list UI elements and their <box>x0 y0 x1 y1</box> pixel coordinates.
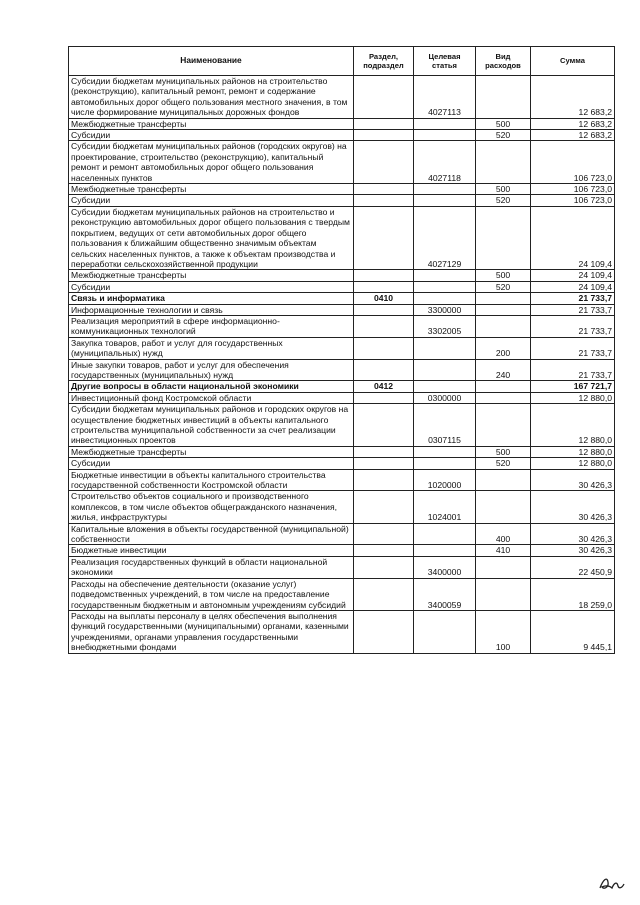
row-celevaya <box>414 446 476 457</box>
row-name: Межбюджетные трансферты <box>69 270 354 281</box>
table-row <box>69 469 615 491</box>
budget-table <box>68 46 615 654</box>
row-vid: 500 <box>476 184 531 195</box>
row-vid: 500 <box>476 270 531 281</box>
row-summa: 21 733,7 <box>531 293 615 304</box>
row-vid: 520 <box>476 195 531 206</box>
table-row <box>69 556 615 578</box>
header-vid: Вид расходов <box>476 47 531 76</box>
row-razdel <box>354 578 414 610</box>
row-summa: 106 723,0 <box>531 195 615 206</box>
table-row <box>69 281 615 292</box>
row-celevaya: 0307115 <box>414 404 476 447</box>
row-summa: 30 426,3 <box>531 523 615 545</box>
row-vid <box>476 392 531 403</box>
row-razdel <box>354 556 414 578</box>
row-vid: 240 <box>476 359 531 381</box>
row-summa: 106 723,0 <box>531 141 615 184</box>
row-name: Субсидии <box>69 458 354 469</box>
row-name: Субсидии <box>69 130 354 141</box>
row-celevaya <box>414 130 476 141</box>
row-razdel <box>354 206 414 269</box>
row-razdel <box>354 458 414 469</box>
row-vid <box>476 304 531 315</box>
row-name: Реализация мероприятий в сфере информационно-коммуникационных технологий <box>69 315 354 337</box>
table-row <box>69 458 615 469</box>
table-row <box>69 304 615 315</box>
row-razdel <box>354 523 414 545</box>
row-celevaya: 1024001 <box>414 491 476 523</box>
row-name: Связь и информатика <box>69 293 354 304</box>
row-name: Субсидии бюджетам муниципальных районов на строительство и реконструкцию автомобильных дорог общего пользования с твердым покрытием, ведущих от сети автомобильных дорог общего пользования к ближайшим общественно значимым объектам сельских населенных пунктов, а также к объектам производства и переработки сельскохозяйственной продукции <box>69 206 354 269</box>
row-vid: 100 <box>476 610 531 653</box>
row-summa: 30 426,3 <box>531 545 615 556</box>
row-name: Межбюджетные трансферты <box>69 446 354 457</box>
row-celevaya <box>414 458 476 469</box>
row-razdel <box>354 118 414 129</box>
row-celevaya: 4027129 <box>414 206 476 269</box>
row-name: Другие вопросы в области национальной экономики <box>69 381 354 392</box>
row-vid <box>476 404 531 447</box>
row-name: Субсидии <box>69 195 354 206</box>
row-summa: 12 683,2 <box>531 118 615 129</box>
row-name: Реализация государственных функций в области национальной экономики <box>69 556 354 578</box>
table-row <box>69 446 615 457</box>
row-vid: 500 <box>476 118 531 129</box>
row-summa: 24 109,4 <box>531 270 615 281</box>
row-razdel <box>354 491 414 523</box>
row-celevaya <box>414 545 476 556</box>
table-row <box>69 118 615 129</box>
header-razdel: Раздел, подраздел <box>354 47 414 76</box>
row-celevaya <box>414 523 476 545</box>
row-name: Инвестиционный фонд Костромской области <box>69 392 354 403</box>
row-razdel <box>354 141 414 184</box>
row-vid: 520 <box>476 458 531 469</box>
row-razdel <box>354 392 414 403</box>
row-razdel <box>354 184 414 195</box>
row-vid <box>476 491 531 523</box>
row-vid: 200 <box>476 337 531 359</box>
row-name: Информационные технологии и связь <box>69 304 354 315</box>
table-row <box>69 381 615 392</box>
handwritten-signature <box>598 872 626 894</box>
row-summa: 12 683,2 <box>531 130 615 141</box>
row-summa: 12 880,0 <box>531 446 615 457</box>
row-name: Субсидии бюджетам муниципальных районов (городских округов) на проектирование, строительство (реконструкцию), капитальный ремонт и ремонт автомобильных дорог общего пользования населенных пунктов <box>69 141 354 184</box>
row-celevaya <box>414 281 476 292</box>
row-razdel <box>354 446 414 457</box>
row-celevaya <box>414 359 476 381</box>
row-celevaya <box>414 184 476 195</box>
row-summa: 21 733,7 <box>531 315 615 337</box>
row-razdel <box>354 404 414 447</box>
row-summa: 106 723,0 <box>531 184 615 195</box>
row-name: Расходы на выплаты персоналу в целях обеспечения выполнения функций государственными (муниципальными) органами, казенными учреждениями, органами управления государственными внебюджетными фондами <box>69 610 354 653</box>
row-celevaya: 3400000 <box>414 556 476 578</box>
row-razdel <box>354 130 414 141</box>
table-row <box>69 293 615 304</box>
table-row <box>69 491 615 523</box>
row-celevaya <box>414 293 476 304</box>
row-vid: 500 <box>476 446 531 457</box>
row-celevaya <box>414 270 476 281</box>
row-summa: 12 880,0 <box>531 392 615 403</box>
row-celevaya <box>414 610 476 653</box>
row-celevaya: 4027113 <box>414 76 476 119</box>
row-summa: 21 733,7 <box>531 337 615 359</box>
row-celevaya: 3300000 <box>414 304 476 315</box>
row-razdel <box>354 359 414 381</box>
header-summa: Сумма <box>531 47 615 76</box>
table-header-row <box>69 47 615 76</box>
table-row <box>69 545 615 556</box>
row-vid <box>476 76 531 119</box>
table-row <box>69 206 615 269</box>
row-razdel <box>354 304 414 315</box>
row-summa: 21 733,7 <box>531 304 615 315</box>
table-row <box>69 130 615 141</box>
row-vid <box>476 381 531 392</box>
row-vid <box>476 293 531 304</box>
row-razdel: 0412 <box>354 381 414 392</box>
row-name: Субсидии бюджетам муниципальных районов и городских округов на осуществление бюджетных инвестиций в объекты капитального строительства муниципальной собственности за счет реализации инвестиционных проектов <box>69 404 354 447</box>
row-name: Капитальные вложения в объекты государственной (муниципальной) собственности <box>69 523 354 545</box>
row-celevaya <box>414 118 476 129</box>
row-name: Субсидии <box>69 281 354 292</box>
table-row <box>69 141 615 184</box>
header-celevaya: Целевая статья <box>414 47 476 76</box>
table-row <box>69 359 615 381</box>
table-body <box>69 76 615 654</box>
row-name: Субсидии бюджетам муниципальных районов на строительство (реконструкцию), капитальный ремонт, ремонт и содержание автомобильных дорог общего пользования местного значения, в том числе формирование муниципальных дорожных фондов <box>69 76 354 119</box>
table-row <box>69 270 615 281</box>
row-summa: 24 109,4 <box>531 281 615 292</box>
row-razdel <box>354 270 414 281</box>
table-row <box>69 76 615 119</box>
row-vid <box>476 556 531 578</box>
row-summa: 18 259,0 <box>531 578 615 610</box>
row-vid: 520 <box>476 281 531 292</box>
row-razdel <box>354 545 414 556</box>
row-summa: 12 683,2 <box>531 76 615 119</box>
row-summa: 167 721,7 <box>531 381 615 392</box>
row-celevaya: 3400059 <box>414 578 476 610</box>
row-summa: 12 880,0 <box>531 458 615 469</box>
row-razdel: 0410 <box>354 293 414 304</box>
row-name: Иные закупки товаров, работ и услуг для обеспечения государственных (муниципальных) нужд <box>69 359 354 381</box>
row-summa: 21 733,7 <box>531 359 615 381</box>
row-razdel <box>354 469 414 491</box>
row-celevaya <box>414 381 476 392</box>
row-vid <box>476 469 531 491</box>
row-razdel <box>354 281 414 292</box>
row-razdel <box>354 195 414 206</box>
table-row <box>69 404 615 447</box>
row-celevaya <box>414 195 476 206</box>
row-vid <box>476 315 531 337</box>
row-vid <box>476 578 531 610</box>
table-row <box>69 523 615 545</box>
row-name: Межбюджетные трансферты <box>69 118 354 129</box>
row-vid: 410 <box>476 545 531 556</box>
row-summa: 30 426,3 <box>531 469 615 491</box>
row-celevaya: 0300000 <box>414 392 476 403</box>
row-razdel <box>354 76 414 119</box>
table-row <box>69 610 615 653</box>
row-name: Строительство объектов социального и производственного комплексов, в том числе объектов общегражданского назначения, жилья, инфраструктуры <box>69 491 354 523</box>
row-name: Расходы на обеспечение деятельности (оказание услуг) подведомственных учреждений, в том числе на предоставление государственным бюджетным и автономным учреждениям субсидий <box>69 578 354 610</box>
row-celevaya: 3302005 <box>414 315 476 337</box>
row-name: Межбюджетные трансферты <box>69 184 354 195</box>
row-vid: 520 <box>476 130 531 141</box>
table-row <box>69 392 615 403</box>
row-razdel <box>354 337 414 359</box>
row-summa: 22 450,9 <box>531 556 615 578</box>
row-name: Бюджетные инвестиции <box>69 545 354 556</box>
row-vid <box>476 141 531 184</box>
row-celevaya: 4027118 <box>414 141 476 184</box>
row-celevaya <box>414 337 476 359</box>
table-row <box>69 184 615 195</box>
row-vid <box>476 206 531 269</box>
table-row <box>69 337 615 359</box>
row-summa: 24 109,4 <box>531 206 615 269</box>
row-vid: 400 <box>476 523 531 545</box>
header-name: Наименование <box>69 47 354 76</box>
row-razdel <box>354 610 414 653</box>
row-razdel <box>354 315 414 337</box>
table-row <box>69 195 615 206</box>
row-summa: 12 880,0 <box>531 404 615 447</box>
row-summa: 30 426,3 <box>531 491 615 523</box>
row-celevaya: 1020000 <box>414 469 476 491</box>
row-name: Бюджетные инвестиции в объекты капитального строительства государственной собственности Костромской области <box>69 469 354 491</box>
row-summa: 9 445,1 <box>531 610 615 653</box>
table-row <box>69 578 615 610</box>
table-row <box>69 315 615 337</box>
row-name: Закупка товаров, работ и услуг для государственных (муниципальных) нужд <box>69 337 354 359</box>
